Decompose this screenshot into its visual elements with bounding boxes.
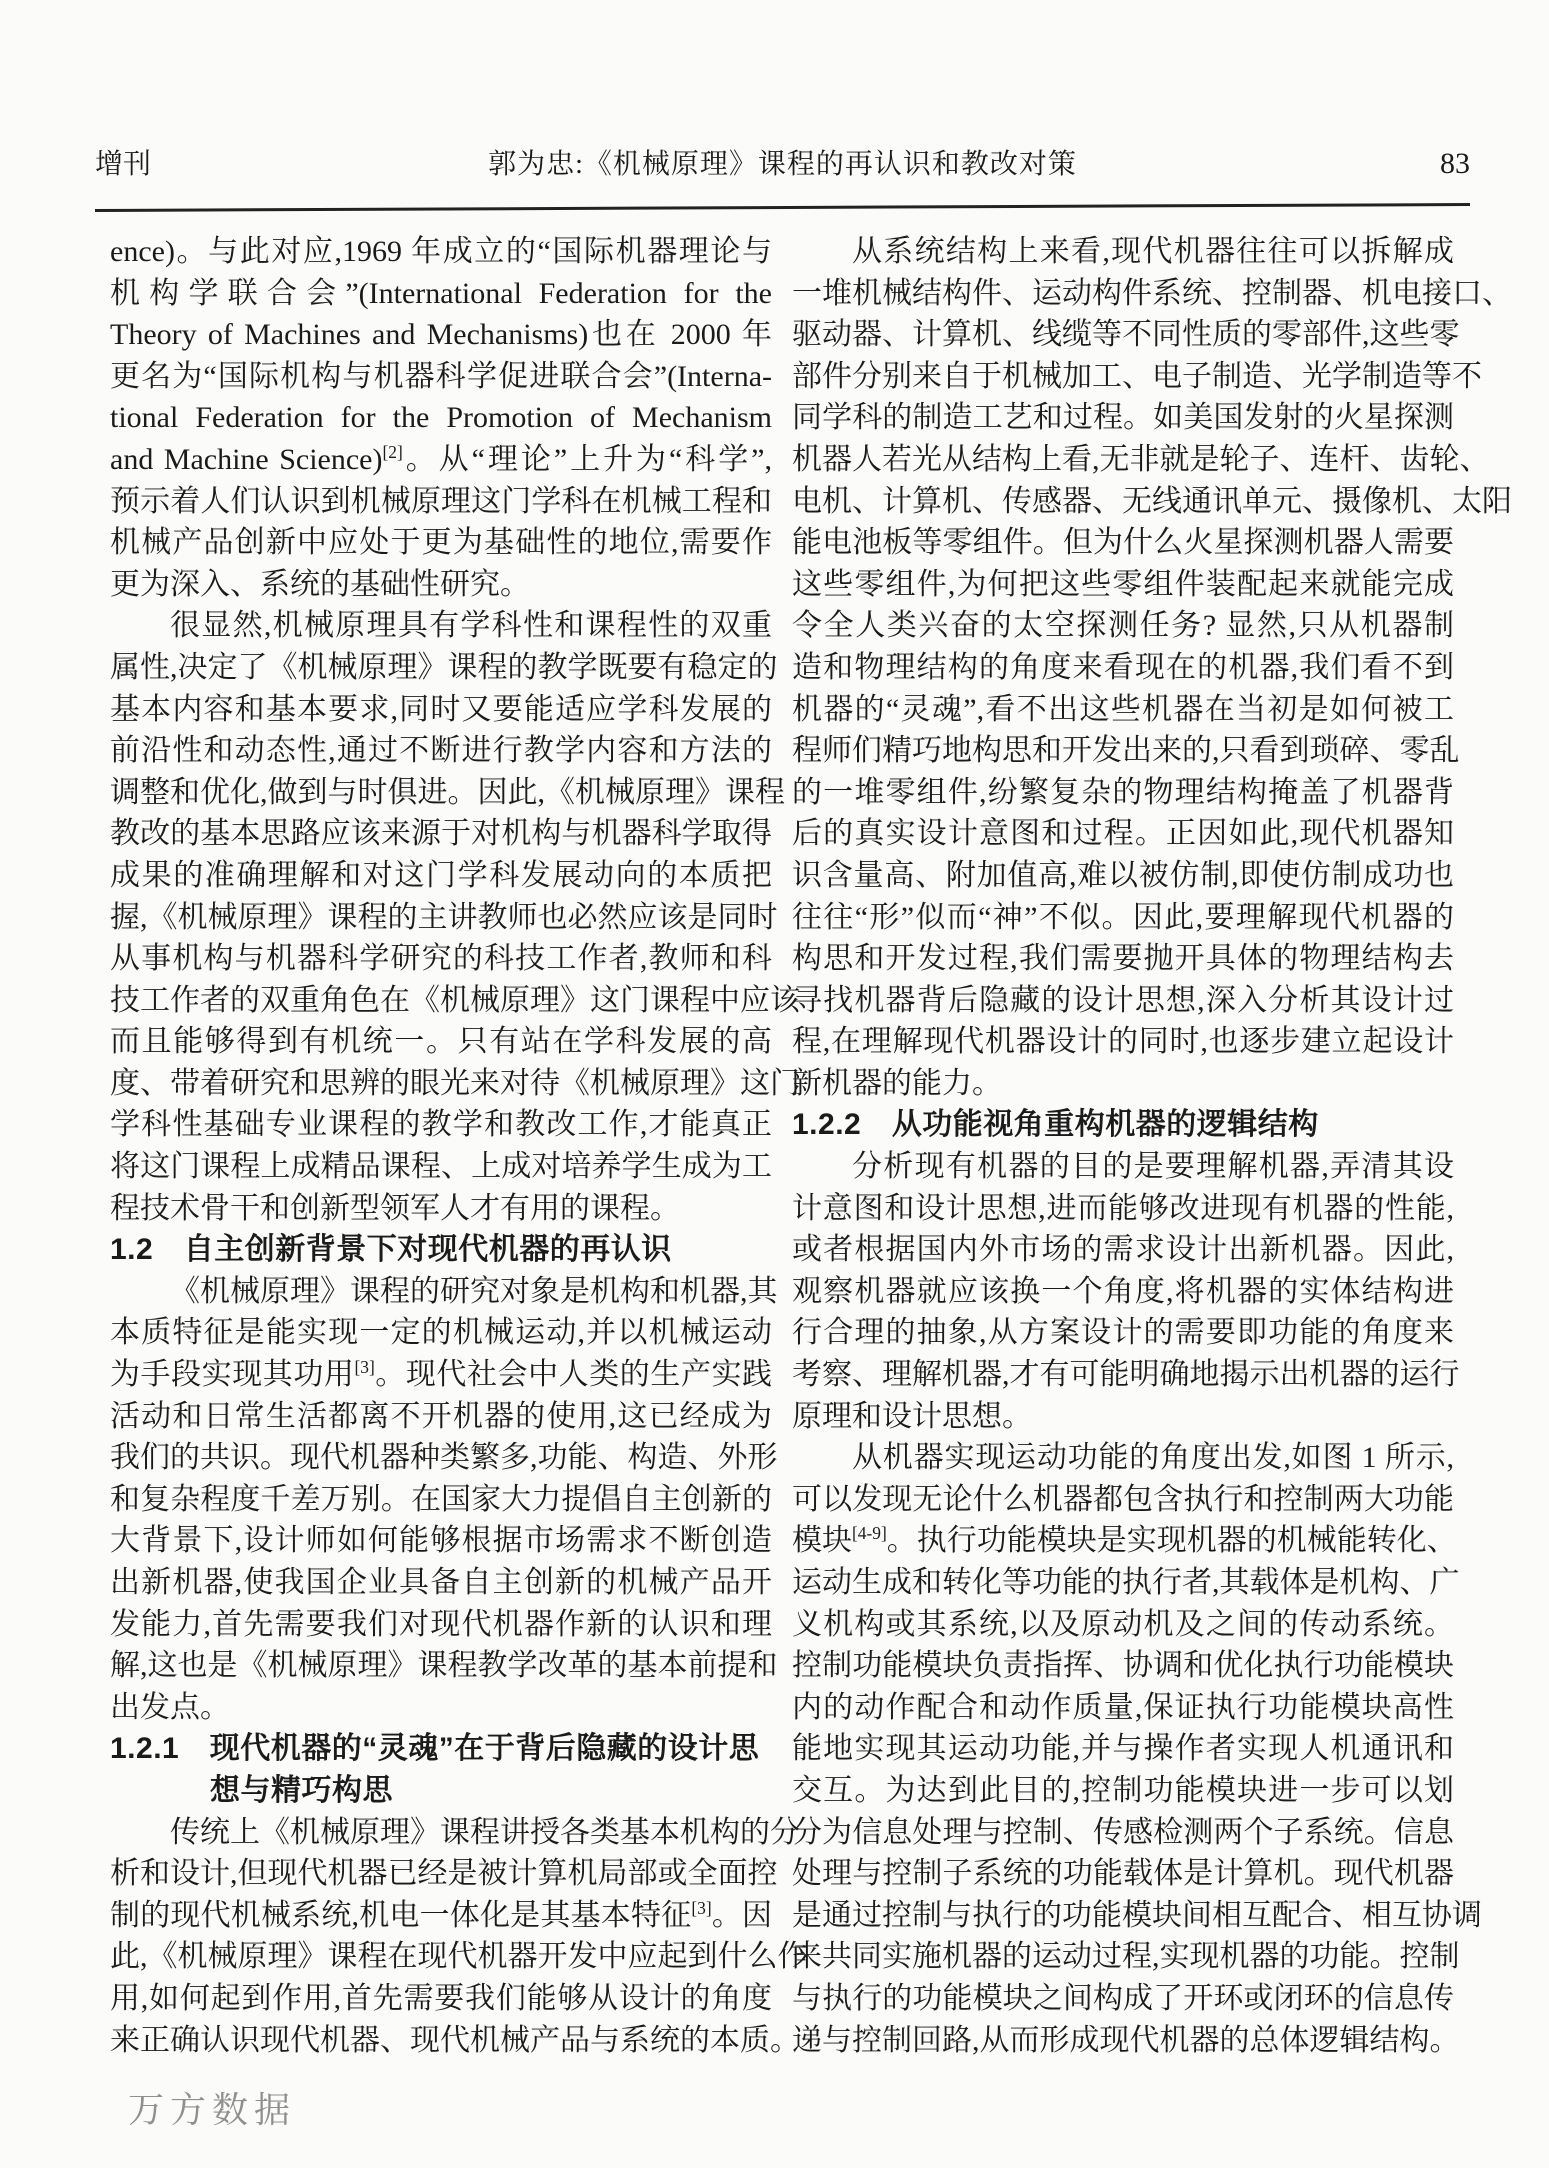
section-heading-line: 1.2 自主创新背景下对现代机器的再认识 — [110, 1233, 672, 1267]
text-line: 或者根据国内外市场的需求设计出新机器。因此, — [792, 1233, 1454, 1267]
text-line: tional Federation for the Promotion of Mechanism — [110, 401, 772, 435]
page-number: 83 — [1440, 147, 1470, 180]
text-line: 从机器实现运动功能的角度出发,如图 1 所示, — [852, 1441, 1454, 1475]
text-line: 本质特征是能实现一定的机械运动,并以机械运动 — [110, 1316, 772, 1350]
text-line: 递与控制回路,从而形成现代机器的总体逻辑结构。 — [792, 2023, 1460, 2057]
text-line: 同学科的制造工艺和过程。如美国发射的火星探测 — [792, 401, 1454, 435]
text-line: 识含量高、附加值高,难以被仿制,即使仿制成功也 — [792, 858, 1454, 892]
text-line: 程,在理解现代机器设计的同时,也逐步建立起设计 — [792, 1025, 1454, 1059]
text-line: 机构学联合会”(International Federation for the — [110, 276, 772, 310]
text-line: 模块[4-9]。执行功能模块是实现机器的机械能转化、 — [792, 1523, 1457, 1558]
text-line: 《机械原理》课程的研究对象是机构和机器,其 — [170, 1274, 778, 1308]
text-line: 部件分别来自于机械加工、电子制造、光学制造等不 — [792, 359, 1482, 393]
text-line: 制的现代机械系统,机电一体化是其基本特征[3]。因 — [110, 1897, 773, 1932]
text-line: ence)。与此对应,1969 年成立的“国际机器理论与 — [110, 235, 772, 268]
text-line: 和复杂程度千差万别。在国家大力提倡自主创新的 — [110, 1482, 772, 1516]
text-line: 更名为“国际机构与机器科学促进联合会”(Interna- — [110, 359, 772, 393]
text-line: 程师们精巧地构思和开发出来的,只看到琐碎、零乱 — [792, 734, 1460, 768]
text-line: 基本内容和基本要求,同时又要能适应学科发展的 — [110, 692, 772, 726]
right-column — [792, 231, 1512, 2061]
text-line: 这些零组件,为何把这些零组件装配起来就能完成 — [792, 567, 1454, 601]
text-line: 行合理的抽象,从方案设计的需要即功能的角度来 — [792, 1316, 1454, 1350]
text-line: 新机器的能力。 — [792, 1066, 1002, 1100]
text-line: 控制功能模块负责指挥、协调和优化执行功能模块 — [792, 1649, 1454, 1683]
text-line: 更为深入、系统的基础性研究。 — [110, 567, 530, 601]
text-line: 出发点。 — [110, 1690, 230, 1724]
text-line: 机器的“灵魂”,看不出这些机器在当初是如何被工 — [792, 692, 1454, 726]
text-line: 握,《机械原理》课程的主讲教师也必然应该是同时 — [110, 900, 778, 934]
text-line: 从系统结构上来看,现代机器往往可以拆解成 — [852, 235, 1454, 268]
text-line: 一堆机械结构件、运动构件系统、控制器、机电接口、 — [792, 276, 1512, 310]
text-line: 属性,决定了《机械原理》课程的教学既要有稳定的 — [110, 650, 778, 684]
text-line: 与执行的功能模块之间构成了开环或闭环的信息传 — [792, 1981, 1454, 2015]
text-line: 的一堆零组件,纷繁复杂的物理结构掩盖了机器背 — [792, 775, 1454, 809]
text-line: 能电池板等零组件。但为什么火星探测机器人需要 — [792, 526, 1454, 560]
text-line: 用,如何起到作用,首先需要我们能够从设计的角度 — [110, 1981, 772, 2015]
left-column — [110, 231, 808, 2061]
text-line: 电机、计算机、传感器、无线通讯单元、摄像机、太阳 — [792, 484, 1512, 518]
text-line: 预示着人们认识到机械原理这门学科在机械工程和 — [110, 484, 772, 518]
text-line: 此,《机械原理》课程在现代机器开发中应起到什么作 — [110, 1940, 808, 1974]
text-line: Theory of Machines and Mechanisms)也在 2000 年 — [110, 318, 772, 352]
text-line: 内的动作配合和动作质量,保证执行功能模块高性 — [792, 1690, 1454, 1724]
text-line: 造和物理结构的角度来看现在的机器,我们看不到 — [792, 650, 1454, 684]
wanfang-watermark: 万方数据 — [128, 2090, 297, 2130]
section-heading-line: 1.2.1 现代机器的“灵魂”在于背后隐藏的设计思 — [110, 1732, 760, 1766]
text-line: and Machine Science)[2]。从“理论”上升为“科学”, — [110, 441, 772, 476]
text-line: 学科性基础专业课程的教学和教改工作,才能真正 — [110, 1108, 772, 1142]
text-line: 考察、理解机器,才有可能明确地揭示出机器的运行 — [792, 1358, 1460, 1392]
text-line: 是通过控制与执行的功能模块间相互配合、相互协调 — [792, 1898, 1482, 1932]
page-header — [95, 142, 1470, 182]
text-line: 可以发现无论什么机器都包含执行和控制两大功能 — [792, 1482, 1454, 1516]
text-line: 后的真实设计意图和过程。正因如此,现代机器知 — [792, 817, 1454, 851]
text-line: 活动和日常生活都离不开机器的使用,这已经成为 — [110, 1399, 772, 1433]
text-line: 来共同实施机器的运动过程,实现机器的功能。控制 — [792, 1940, 1460, 1974]
text-line: 度、带着研究和思辨的眼光来对待《机械原理》这门 — [110, 1066, 800, 1100]
text-line: 义机构或其系统,以及原动机及之间的传动系统。 — [792, 1607, 1454, 1641]
header-rule — [95, 203, 1470, 212]
text-line: 处理与控制子系统的功能载体是计算机。现代机器 — [792, 1857, 1454, 1891]
text-line: 机器人若光从结构上看,无非就是轮子、连杆、齿轮、 — [792, 442, 1490, 476]
running-title: 郭为忠:《机械原理》课程的再认识和教改对策 — [488, 149, 1077, 180]
text-line: 将这门课程上成精品课程、上成对培养学生成为工 — [110, 1150, 772, 1184]
text-line: 前沿性和动态性,通过不断进行教学内容和方法的 — [110, 734, 772, 768]
text-line: 技工作者的双重角色在《机械原理》这门课程中应该 — [110, 983, 800, 1017]
section-heading-line: 想与精巧构思 — [210, 1773, 393, 1807]
section-heading-line: 1.2.2 从功能视角重构机器的逻辑结构 — [792, 1108, 1319, 1142]
text-line: 而且能够得到有机统一。只有站在学科发展的高 — [110, 1025, 772, 1059]
text-line: 机械产品创新中应处于更为基础性的地位,需要作 — [110, 526, 772, 560]
text-line: 构思和开发过程,我们需要抛开具体的物理结构去 — [792, 942, 1454, 976]
text-line: 分为信息处理与控制、传感检测两个子系统。信息 — [792, 1815, 1454, 1849]
text-line: 从事机构与机器科学研究的科技工作者,教师和科 — [110, 942, 772, 976]
text-line: 令全人类兴奋的太空探测任务? 显然,只从机器制 — [792, 609, 1454, 643]
journal-issue-label: 增刊 — [95, 149, 152, 180]
text-line: 驱动器、计算机、线缆等不同性质的零部件,这些零 — [792, 318, 1460, 352]
text-line: 原理和设计思想。 — [792, 1399, 1032, 1433]
text-line: 往往“形”似而“神”不似。因此,要理解现代机器的 — [792, 900, 1454, 934]
text-line: 观察机器就应该换一个角度,将机器的实体结构进 — [792, 1274, 1454, 1308]
text-line: 我们的共识。现代机器种类繁多,功能、构造、外形 — [110, 1441, 778, 1475]
text-line: 来正确认识现代机器、现代机械产品与系统的本质。 — [110, 2023, 800, 2057]
text-line: 发能力,首先需要我们对现代机器作新的认识和理 — [110, 1607, 772, 1641]
text-line: 寻找机器背后隐藏的设计思想,深入分析其设计过 — [792, 983, 1454, 1017]
text-line: 成果的准确理解和对这门学科发展动向的本质把 — [110, 858, 772, 892]
text-line: 交互。为达到此目的,控制功能模块进一步可以划 — [792, 1773, 1454, 1807]
text-line: 调整和优化,做到与时俱进。因此,《机械原理》课程 — [110, 775, 785, 809]
text-line: 教改的基本思路应该来源于对机构与机器科学取得 — [110, 817, 772, 851]
text-line: 为手段实现其功用[3]。现代社会中人类的生产实践 — [110, 1357, 773, 1392]
text-line: 传统上《机械原理》课程讲授各类基本机构的分 — [170, 1815, 800, 1849]
text-line: 解,这也是《机械原理》课程教学改革的基本前提和 — [110, 1649, 778, 1683]
text-line: 大背景下,设计师如何能够根据市场需求不断创造 — [110, 1524, 772, 1558]
text-line: 出新机器,使我国企业具备自主创新的机械产品开 — [110, 1566, 772, 1599]
text-line: 运动生成和转化等功能的执行者,其载体是机构、广 — [792, 1566, 1460, 1599]
text-line: 能地实现其运动功能,并与操作者实现人机通讯和 — [792, 1732, 1454, 1766]
text-line: 程技术骨干和创新型领军人才有用的课程。 — [110, 1191, 680, 1225]
text-line: 很显然,机械原理具有学科性和课程性的双重 — [170, 609, 772, 643]
text-line: 计意图和设计思想,进而能够改进现有机器的性能, — [792, 1191, 1454, 1225]
text-line: 分析现有机器的目的是要理解机器,弄清其设 — [852, 1150, 1454, 1184]
text-line: 析和设计,但现代机器已经是被计算机局部或全面控 — [110, 1857, 778, 1891]
